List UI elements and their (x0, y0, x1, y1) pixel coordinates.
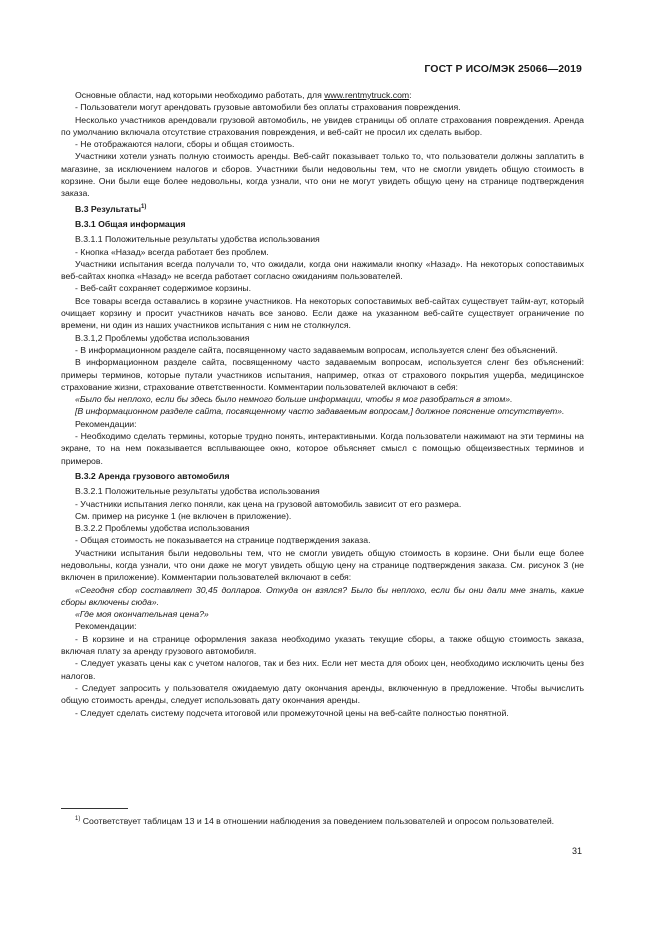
paragraph: Несколько участников арендовали грузовой автомобиль, не увидев страницы об оплате страхования повреждения. Аренда по умолчанию включала отсутствие страхования повреждения, и веб-сайт не просил их сделать выбор. (61, 114, 584, 137)
clause-title: В.3.2.2 Проблемы удобства использования (75, 523, 250, 534)
paragraph: Участники испытания всегда получали то, что ожидали, когда они нажимали кнопку «Назад». На некоторых сопоставимых веб-сайтах кнопка «Назад» не всегда работает согласно ожиданиям пользователей. (61, 258, 584, 282)
subsection-heading: В.3.1 Общая информация (75, 218, 186, 229)
document-body (61, 89, 584, 719)
bullet-item: - Следует указать цены как с учетом налогов, так и без них. Если нет места для обоих цен, необходимо исключить цены без налогов. (61, 658, 584, 681)
paragraph-text: Основные области, над которыми необходимо работать, для (75, 90, 325, 100)
section-heading (61, 203, 584, 215)
bullet-item: - Следует сделать систему подсчета итоговой или промежуточной цены на веб-сайте полностью понятной. (75, 707, 509, 718)
paragraph-text: : (409, 90, 412, 100)
footnote-divider (61, 808, 128, 809)
paragraph: Участники хотели узнать полную стоимость аренды. Веб-сайт показывает только то, что пользователи должны заплатить в магазине, за исключением налогов и сборов. Участники были недовольны тем, что не смогли увидеть общую стоимость в корзине. Они были еще более недовольны, когда узнали, что они не могут увидеть общую цену на странице подтверждения заказа. (61, 151, 584, 199)
paragraph: См. пример на рисунке 1 (не включен в приложение). (75, 510, 292, 521)
bullet-item: - Следует запросить у пользователя ожидаемую дату окончания аренды, включенную в предложение. Чтобы вычислить общую стоимость аренды, следует использовать дату окончания аренды. (61, 682, 584, 706)
user-quote: «Было бы неплохо, если бы здесь было немного больше информации, чтобы я мог разобраться в этом». (75, 394, 513, 405)
recommendations-label: Рекомендации: (75, 621, 137, 632)
user-quote: [В информационном разделе сайта, посвященному часто задаваемым вопросам,] должное пояснение отсутствует». (75, 406, 565, 417)
bullet-item: - Участники испытания легко поняли, как цена на грузовой автомобиль зависит от его размера. (75, 498, 462, 509)
recommendations-label: Рекомендации: (75, 418, 137, 429)
clause-title: В.3.1.1 Положительные результаты удобства использования (75, 234, 320, 245)
website-link[interactable]: www.rentmytruck.com (324, 90, 410, 100)
bullet-item: - Общая стоимость не показывается на странице подтверждения заказа. (75, 535, 371, 546)
subsection-heading: В.3.2 Аренда грузового автомобиля (75, 470, 230, 481)
footnote-ref: 1) (141, 203, 147, 210)
clause-title: В.3.1,2 Проблемы удобства использования (75, 332, 250, 343)
user-quote: «Где моя окончательная цена?» (75, 609, 209, 620)
bullet-item: - В корзине и на странице оформления заказа необходимо указать текущие сборы, а также общую стоимость заказа, включая плату за аренду грузового автомобиля. (61, 633, 584, 657)
page-number: 31 (571, 846, 582, 856)
bullet-item: - Веб-сайт сохраняет содержимое корзины. (75, 283, 252, 294)
bullet-item: - Не отображаются налоги, сборы и общая стоимость. (75, 139, 295, 150)
bullet-item: - Необходимо сделать термины, которые трудно понять, интерактивными. Когда пользователи нажимают на эти термины на экране, то на нем показывается всплывающее окно, которое объясняет смысл с помощью общеизвестных терминов и примеров. (61, 431, 584, 466)
paragraph: В информационном разделе сайта, посвященному часто задаваемым вопросам, используется сленг без объяснений: примеры терминов, которые путали участников испытания, например, отказ от страхового покрытия ущерба, медицинское страхование жизни, страхование ответственности. Комментарии пользователей включают в себя: (61, 357, 584, 392)
user-quote: «Сегодня сбор составляет 30,45 долларов. Откуда он взялся? Было бы неплохо, если бы они дали мне знать, какие сборы включены сюда». (61, 584, 584, 607)
bullet-item: - Кнопка «Назад» всегда работает без проблем. (75, 246, 269, 257)
paragraph (61, 89, 584, 101)
bullet-item: - В информационном разделе сайта, посвященному часто задаваемым вопросам, используется сленг без объяснений. (75, 344, 558, 355)
clause-title: В.3.2.1 Положительные результаты удобства использования (75, 486, 320, 497)
paragraph: Все товары всегда оставались в корзине участников. На некоторых сопоставимых веб-сайтах существует тайм-аут, который очищает корзину и просит участников начать все заново. Если даже на указанном веб-сайте существует ограничение по времени, ни один из наших участников испытания с ним не столкнулся. (61, 295, 584, 331)
footnote-mark: 1) (75, 816, 81, 823)
heading-text: В.3 Результаты (75, 203, 142, 214)
footnote-text: Соответствует таблицам 13 и 14 в отношении наблюдения за поведением пользователей и опросом пользователей. (80, 816, 555, 826)
paragraph: Участники испытания были недовольны тем, что не смогли увидеть общую стоимость в корзине. Они были еще более недовольны, когда узнали, что они даже не могут увидеть общую цену на странице подтверждения заказа. См. рисунок 3 (не включен в приложение). Комментарии пользователей включают в себя: (61, 547, 584, 583)
bullet-item: - Пользователи могут арендовать грузовые автомобили без оплаты страхования повреждения. (75, 102, 461, 113)
footnote (61, 815, 584, 827)
document-header: ГОСТ Р ИСО/МЭК 25066—2019 (424, 63, 582, 75)
